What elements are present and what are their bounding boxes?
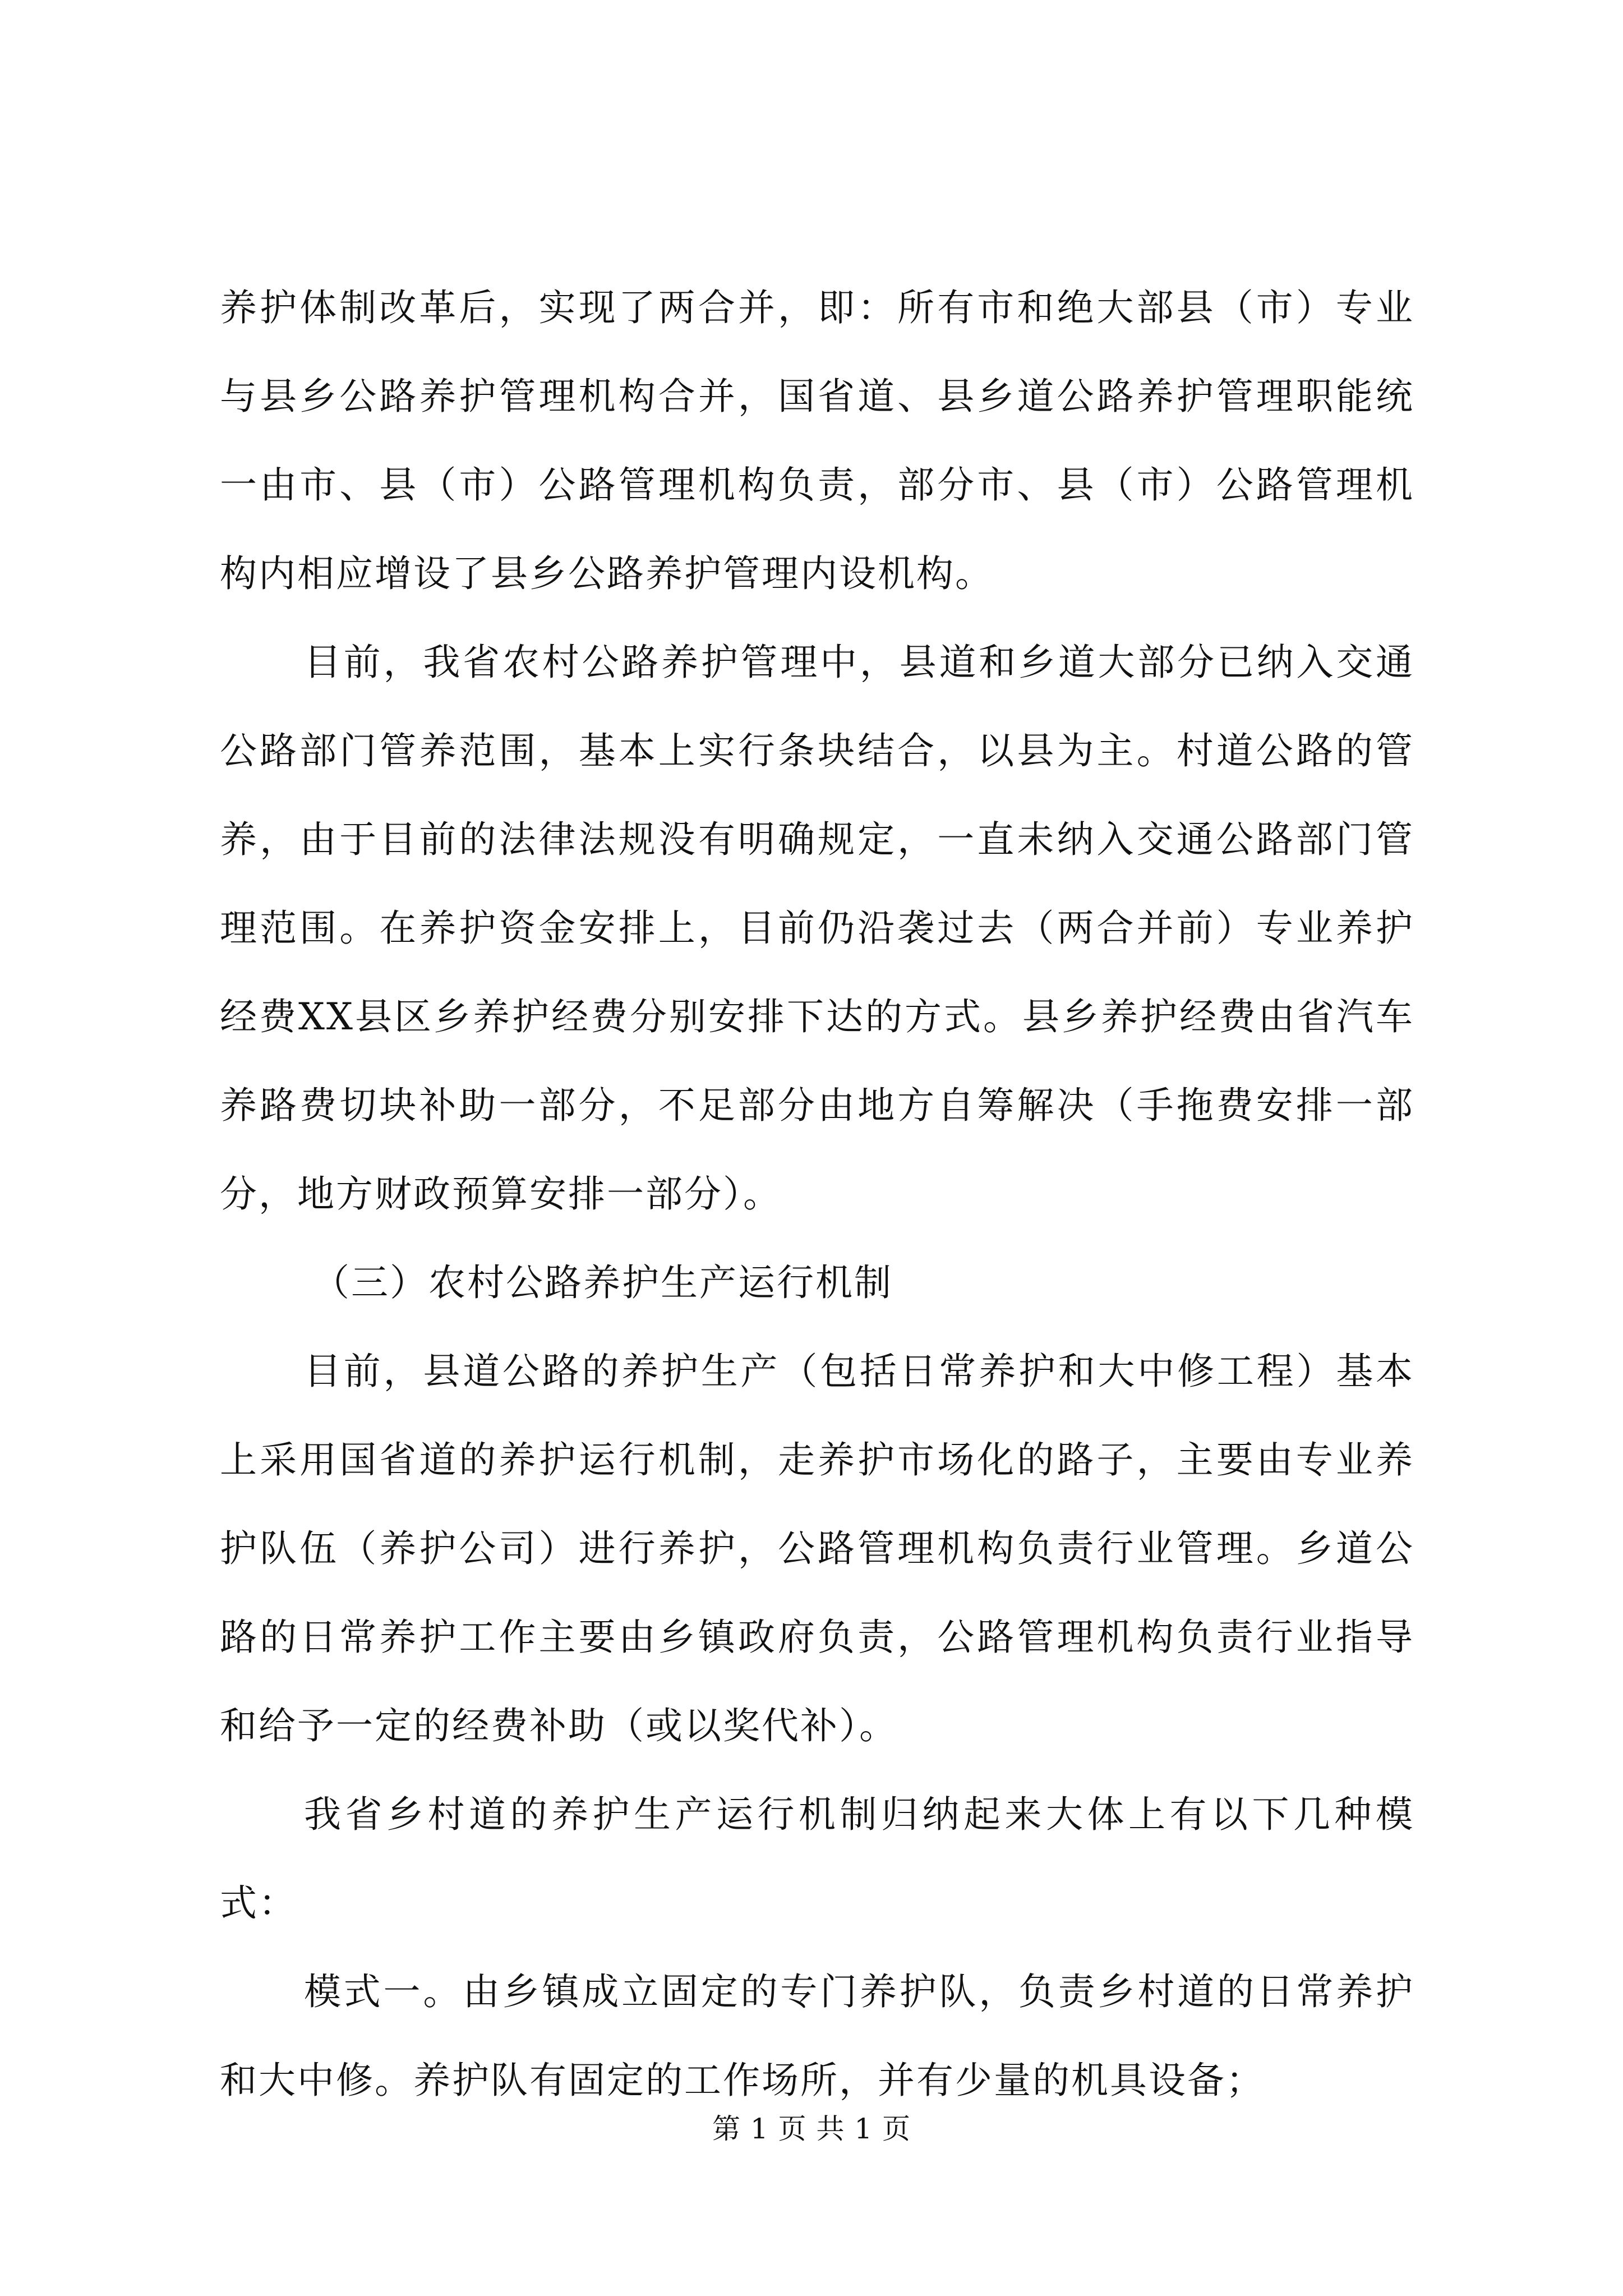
document-body <box>220 264 1414 2125</box>
page-footer: 第 1 页 共 1 页 <box>712 2113 911 2145</box>
paragraph-current-management: 目前，我省农村公路养护管理中，县道和乡道大部分已纳入交通公路部门管养范围，基本上实行条块结合，以县为主。村道公路的管养，由于目前的法律法规没有明确规定，一直未纳入交通公路部门管理范围。在养护资金安排上，目前仍沿袭过去（两合并前）专业养护经费XX县区乡养护经费分别安排下达的方式。县乡养护经费由省汽车养路费切块补助一部分，不足部分由地方自筹解决（手拖费安排一部分，地方财政预算安排一部分）。 <box>220 641 1414 1216</box>
paragraph-reform-merger: 养护体制改革后，实现了两合并，即：所有市和绝大部县（市）专业与县乡公路养护管理机构合并，国省道、县乡道公路养护管理职能统一由市、县（市）公路管理机构负责，部分市、县（市）公路管理机构内相应增设了县乡公路养护管理内设机构。 <box>220 286 1414 595</box>
section-heading-operation-mechanism: （三）农村公路养护生产运行机制 <box>312 1261 893 1304</box>
paragraph-maintenance-modes-intro: 我省乡村道的养护生产运行机制归纳起来大体上有以下几种模式： <box>220 1793 1414 1925</box>
paragraph-county-road-maintenance: 目前，县道公路的养护生产（包括日常养护和大中修工程）基本上采用国省道的养护运行机制，走养护市场化的路子，主要由专业养护队伍（养护公司）进行养护，公路管理机构负责行业管理。乡道公路的日常养护工作主要由乡镇政府负责，公路管理机构负责行业指导和给予一定的经费补助（或以奖代补）。 <box>220 1350 1414 1747</box>
paragraph-mode-one: 模式一。由乡镇成立固定的专门养护队，负责乡村道的日常养护和大中修。养护队有固定的工作场所，并有少量的机具设备； <box>220 1970 1414 2102</box>
